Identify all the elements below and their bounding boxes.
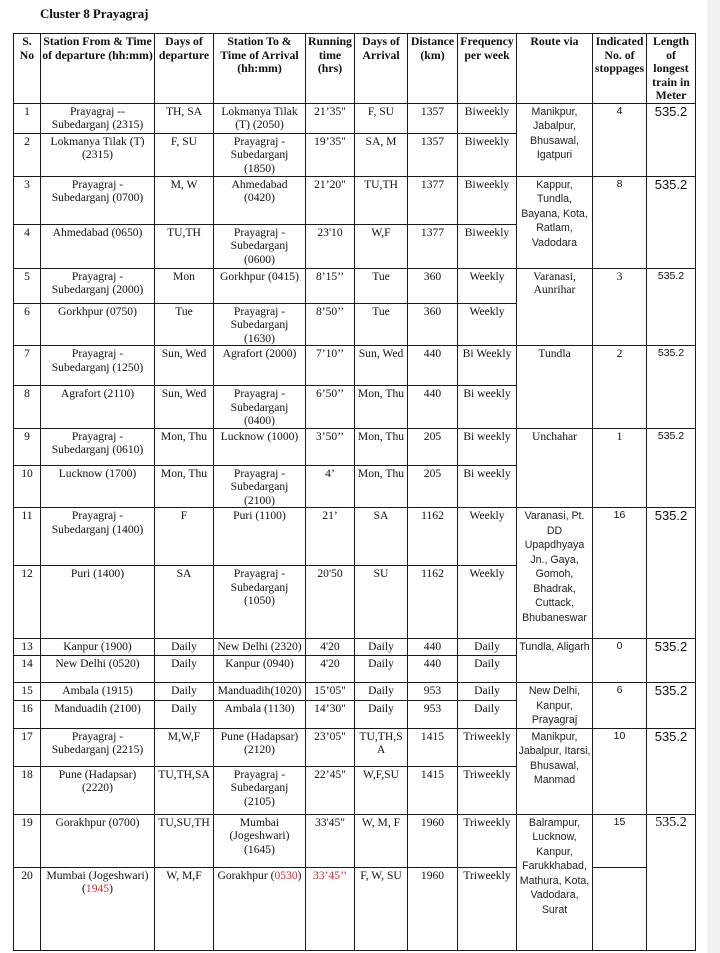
cell-distance: 205 bbox=[408, 465, 458, 508]
cell-departure-days: Daily bbox=[155, 656, 214, 683]
cell-distance: 1377 bbox=[408, 224, 458, 268]
cell-arrival-days: SU bbox=[355, 566, 408, 639]
cell-from: Prayagraj - Subedarganj (0700) bbox=[41, 176, 155, 224]
cell-route: Varanasi, Pt. DD Upapdhyaya Jn., Gaya, Gomoh, Bhadrak, Cuttack, Bhubaneswar bbox=[517, 508, 593, 639]
cell-from: Prayagraj - Subedarganj (0610) bbox=[41, 428, 155, 465]
cell-departure-days: Daily bbox=[155, 683, 214, 701]
cell-running-time-highlighted: 33’45’’ bbox=[306, 867, 355, 950]
cell-frequency: Weekly bbox=[458, 303, 517, 346]
cell-frequency: Weekly bbox=[458, 508, 517, 566]
cell-length: 535.2 bbox=[647, 268, 696, 346]
cell-route: Tundla, Aligarh bbox=[517, 639, 593, 683]
cell-from: Kanpur (1900) bbox=[41, 639, 155, 656]
cell-departure-days: Sun, Wed bbox=[155, 386, 214, 429]
cell-to: Agrafort (2000) bbox=[214, 346, 306, 386]
cell-departure-days: TU,TH,SA bbox=[155, 766, 214, 814]
cell-to: Prayagraj - Subedarganj (1850) bbox=[214, 133, 306, 176]
cell-distance: 440 bbox=[408, 346, 458, 386]
cell-to: Lokmanya Tilak (T) (2050) bbox=[214, 103, 306, 133]
cell-frequency: Biweekly bbox=[458, 176, 517, 224]
cell-distance: 1377 bbox=[408, 176, 458, 224]
cell-from: Mumbai (Jogeshwari) (1945) bbox=[41, 867, 155, 950]
cell-running-time: 6’50’’ bbox=[306, 386, 355, 429]
header-length: Length of longest train in Meter bbox=[647, 34, 696, 104]
cell-from: Ahmedabad (0650) bbox=[41, 224, 155, 268]
table-row bbox=[14, 176, 696, 224]
cell-sno: 10 bbox=[14, 465, 41, 508]
cell-stoppages: 8 bbox=[593, 176, 647, 268]
table-row bbox=[14, 268, 696, 303]
cell-running-time: 4'20 bbox=[306, 639, 355, 656]
side-scroll-strip bbox=[707, 0, 720, 953]
cell-frequency: Bi weekly bbox=[458, 428, 517, 465]
cell-running-time: 4'20 bbox=[306, 656, 355, 683]
cell-from: New Delhi (0520) bbox=[41, 656, 155, 683]
cell-route: Balrampur, Lucknow, Kanpur, Farukkhabad, Mathura, Kota, Vadodara, Surat bbox=[517, 814, 593, 950]
table-row bbox=[14, 867, 696, 950]
cell-from: Manduadih (2100) bbox=[41, 700, 155, 728]
cell-running-time: 21’ bbox=[306, 508, 355, 566]
cell-sno: 13 bbox=[14, 639, 41, 656]
cell-to: Prayagraj - Subedarganj (0400) bbox=[214, 386, 306, 429]
cell-running-time: 33'45" bbox=[306, 814, 355, 867]
cell-departure-days: M,W,F bbox=[155, 728, 214, 766]
cell-running-time: 19’35" bbox=[306, 133, 355, 176]
cell-length: 535.2 bbox=[647, 728, 696, 814]
cell-distance: 440 bbox=[408, 656, 458, 683]
cell-departure-days: Sun, Wed bbox=[155, 346, 214, 386]
cell-stoppages-empty bbox=[593, 867, 647, 950]
cell-sno: 16 bbox=[14, 700, 41, 728]
cell-from: Prayagraj - Subedarganj (2215) bbox=[41, 728, 155, 766]
cell-running-time: 21’35" bbox=[306, 103, 355, 133]
cell-sno: 12 bbox=[14, 566, 41, 639]
cell-stoppages: 16 bbox=[593, 508, 647, 639]
cell-route: Unchahar bbox=[517, 428, 593, 508]
cell-distance: 953 bbox=[408, 683, 458, 701]
cell-from: Lokmanya Tilak (T) (2315) bbox=[41, 133, 155, 176]
cell-route: Tundla bbox=[517, 346, 593, 429]
cell-stoppages: 2 bbox=[593, 346, 647, 429]
cell-sno: 8 bbox=[14, 386, 41, 429]
cell-length: 535.2 bbox=[647, 346, 696, 429]
cell-running-time: 4’ bbox=[306, 465, 355, 508]
arrival-time-highlighted: 0530 bbox=[274, 868, 298, 882]
cell-arrival-days: Mon, Thu bbox=[355, 386, 408, 429]
cell-to: Lucknow (1000) bbox=[214, 428, 306, 465]
cell-frequency: Bi weekly bbox=[458, 386, 517, 429]
cell-stoppages: 4 bbox=[593, 103, 647, 176]
cell-frequency: Bi weekly bbox=[458, 465, 517, 508]
cell-from: Gorakhpur (0700) bbox=[41, 814, 155, 867]
cell-length: 535.2 bbox=[647, 103, 696, 176]
cell-stoppages: 3 bbox=[593, 268, 647, 346]
table-row bbox=[14, 728, 696, 766]
cell-sno: 4 bbox=[14, 224, 41, 268]
cell-running-time: 22’45" bbox=[306, 766, 355, 814]
cell-distance: 953 bbox=[408, 700, 458, 728]
header-from: Station From & Time of departure (hh:mm) bbox=[41, 34, 155, 104]
header-distance: Distance (km) bbox=[408, 34, 458, 104]
cell-from: Prayagraj - Subedarganj (1400) bbox=[41, 508, 155, 566]
cell-arrival-days: Mon, Thu bbox=[355, 465, 408, 508]
cell-route: Kappur, Tundla, Bayana, Kota, Ratlam, Vadodara bbox=[517, 176, 593, 268]
cell-departure-days: F, SU bbox=[155, 133, 214, 176]
departure-time-highlighted: 1945 bbox=[85, 882, 110, 895]
cell-frequency: Triweekly bbox=[458, 814, 517, 867]
cell-stoppages: 0 bbox=[593, 639, 647, 683]
cell-from: Agrafort (2110) bbox=[41, 386, 155, 429]
cell-distance: 1415 bbox=[408, 728, 458, 766]
table-row bbox=[14, 428, 696, 465]
cell-sno: 7 bbox=[14, 346, 41, 386]
cell-departure-days: Tue bbox=[155, 303, 214, 346]
cell-arrival-days: F, SU bbox=[355, 103, 408, 133]
cell-arrival-days: W,F bbox=[355, 224, 408, 268]
cell-arrival-days: SA bbox=[355, 508, 408, 566]
cell-frequency: Biweekly bbox=[458, 133, 517, 176]
cell-running-time: 23'10 bbox=[306, 224, 355, 268]
cell-length: 535.2 bbox=[647, 814, 696, 950]
cell-frequency: Daily bbox=[458, 683, 517, 701]
cell-running-time: 14’30" bbox=[306, 700, 355, 728]
cell-frequency: Daily bbox=[458, 656, 517, 683]
header-days-departure: Days of departure bbox=[155, 34, 214, 104]
cell-distance: 440 bbox=[408, 386, 458, 429]
cell-arrival-days: TU,TH bbox=[355, 176, 408, 224]
cell-to: Prayagraj - Subedarganj (1630) bbox=[214, 303, 306, 346]
cell-running-time: 8’15’’ bbox=[306, 268, 355, 303]
cell-from: Puri (1400) bbox=[41, 566, 155, 639]
cell-distance: 440 bbox=[408, 639, 458, 656]
cell-arrival-days: F, W, SU bbox=[355, 867, 408, 950]
cell-length: 535.2 bbox=[647, 428, 696, 508]
cell-stoppages: 1 bbox=[593, 428, 647, 508]
cell-departure-days: TH, SA bbox=[155, 103, 214, 133]
cell-distance: 1162 bbox=[408, 566, 458, 639]
cell-distance: 360 bbox=[408, 268, 458, 303]
cell-departure-days: Daily bbox=[155, 639, 214, 656]
cell-arrival-days: W,F,SU bbox=[355, 766, 408, 814]
cell-departure-days: TU,SU,TH bbox=[155, 814, 214, 867]
cell-arrival-days: Sun, Wed bbox=[355, 346, 408, 386]
cell-arrival-days: Tue bbox=[355, 303, 408, 346]
cell-frequency: Triweekly bbox=[458, 867, 517, 950]
cell-to: Pune (Hadapsar) (2120) bbox=[214, 728, 306, 766]
header-days-arrival: Days of Arrival bbox=[355, 34, 408, 104]
cell-sno: 6 bbox=[14, 303, 41, 346]
cell-departure-days: W, M,F bbox=[155, 867, 214, 950]
cell-arrival-days: Daily bbox=[355, 700, 408, 728]
header-row bbox=[14, 34, 696, 104]
cell-stoppages: 6 bbox=[593, 683, 647, 729]
cell-route: Manikpur, Jabalpur, Bhusawal, Igatpuri bbox=[517, 103, 593, 176]
cell-sno: 17 bbox=[14, 728, 41, 766]
cell-departure-days: Mon, Thu bbox=[155, 428, 214, 465]
cell-departure-days: SA bbox=[155, 566, 214, 639]
cell-from: Prayagraj - Subedarganj (1250) bbox=[41, 346, 155, 386]
header-to: Station To & Time of Arrival (hh:mm) bbox=[214, 34, 306, 104]
cell-frequency: Daily bbox=[458, 700, 517, 728]
cell-frequency: Bi Weekly bbox=[458, 346, 517, 386]
table-row bbox=[14, 683, 696, 701]
cell-route: New Delhi, Kanpur, Prayagraj bbox=[517, 683, 593, 729]
cell-sno: 2 bbox=[14, 133, 41, 176]
cell-sno: 5 bbox=[14, 268, 41, 303]
cell-length: 535.2 bbox=[647, 508, 696, 639]
header-stoppages: Indicated No. of stoppages bbox=[593, 34, 647, 104]
cell-frequency: Daily bbox=[458, 639, 517, 656]
cell-sno: 9 bbox=[14, 428, 41, 465]
cell-departure-days: TU,TH bbox=[155, 224, 214, 268]
train-schedule-table bbox=[13, 33, 696, 951]
cell-frequency: Weekly bbox=[458, 566, 517, 639]
cell-sno: 20 bbox=[14, 867, 41, 950]
cell-distance: 1162 bbox=[408, 508, 458, 566]
cell-route: Manikpur, Jabalpur, Itarsi, Bhusawal, Manmad bbox=[517, 728, 593, 814]
cell-to: Prayagraj - Subedarganj (1050) bbox=[214, 566, 306, 639]
cell-sno: 1 bbox=[14, 103, 41, 133]
header-frequency: Frequency per week bbox=[458, 34, 517, 104]
from-station: Mumbai (Jogeshwari) bbox=[46, 868, 149, 882]
header-running-time: Running time (hrs) bbox=[306, 34, 355, 104]
cell-from: Ambala (1915) bbox=[41, 683, 155, 701]
cell-to: Gorkhpur (0415) bbox=[214, 268, 306, 303]
page-title: Cluster 8 Prayagraj bbox=[40, 6, 149, 21]
cell-distance: 360 bbox=[408, 303, 458, 346]
cell-running-time: 8’50’’ bbox=[306, 303, 355, 346]
cell-departure-days: F bbox=[155, 508, 214, 566]
table-row bbox=[14, 814, 696, 867]
table-row bbox=[14, 639, 696, 656]
cell-from: Lucknow (1700) bbox=[41, 465, 155, 508]
table-row bbox=[14, 508, 696, 566]
cell-departure-days: Mon bbox=[155, 268, 214, 303]
cell-route: Varanasi, Aunrihar bbox=[517, 268, 593, 346]
cell-sno: 14 bbox=[14, 656, 41, 683]
cell-arrival-days: Daily bbox=[355, 656, 408, 683]
cell-sno: 15 bbox=[14, 683, 41, 701]
header-route: Route via bbox=[517, 34, 593, 104]
cell-distance: 1357 bbox=[408, 133, 458, 176]
cell-arrival-days: W, M, F bbox=[355, 814, 408, 867]
cell-length: 535.2 bbox=[647, 683, 696, 729]
cell-departure-days: Mon, Thu bbox=[155, 465, 214, 508]
cell-departure-days: Daily bbox=[155, 700, 214, 728]
cell-sno: 11 bbox=[14, 508, 41, 566]
cell-to: Manduadih(1020) bbox=[214, 683, 306, 701]
cell-distance: 1960 bbox=[408, 867, 458, 950]
cell-to: Prayagraj - Subedarganj (2100) bbox=[214, 465, 306, 508]
cell-length: 535.2 bbox=[647, 639, 696, 683]
cell-frequency: Triweekly bbox=[458, 728, 517, 766]
cell-arrival-days: TU,TH,S A bbox=[355, 728, 408, 766]
cell-arrival-days: SA, M bbox=[355, 133, 408, 176]
cell-running-time: 15’05" bbox=[306, 683, 355, 701]
cell-from: Gorkhpur (0750) bbox=[41, 303, 155, 346]
cell-to: Mumbai (Jogeshwari) (1645) bbox=[214, 814, 306, 867]
table-row bbox=[14, 103, 696, 133]
cell-arrival-days: Tue bbox=[355, 268, 408, 303]
cell-to: Prayagraj - Subedarganj (0600) bbox=[214, 224, 306, 268]
cell-sno: 18 bbox=[14, 766, 41, 814]
cell-sno: 3 bbox=[14, 176, 41, 224]
cell-to: Puri (1100) bbox=[214, 508, 306, 566]
cell-running-time: 3’50’’ bbox=[306, 428, 355, 465]
cell-to: New Delhi (2320) bbox=[214, 639, 306, 656]
header-sno: S. No bbox=[14, 34, 41, 104]
cell-to: Gorakhpur (0530) bbox=[214, 867, 306, 950]
cell-distance: 1357 bbox=[408, 103, 458, 133]
cell-length: 535.2 bbox=[647, 176, 696, 268]
cell-from: Prayagraj -- Subedarganj (2315) bbox=[41, 103, 155, 133]
cell-frequency: Biweekly bbox=[458, 103, 517, 133]
table-row bbox=[14, 346, 696, 386]
cell-arrival-days: Daily bbox=[355, 683, 408, 701]
cell-sno: 19 bbox=[14, 814, 41, 867]
cell-distance: 1415 bbox=[408, 766, 458, 814]
cell-frequency: Biweekly bbox=[458, 224, 517, 268]
cell-to: Kanpur (0940) bbox=[214, 656, 306, 683]
cell-from: Pune (Hadapsar) (2220) bbox=[41, 766, 155, 814]
cell-running-time: 21’20" bbox=[306, 176, 355, 224]
cell-running-time: 20'50 bbox=[306, 566, 355, 639]
cell-distance: 1960 bbox=[408, 814, 458, 867]
cell-to: Ambala (1130) bbox=[214, 700, 306, 728]
cell-stoppages: 10 bbox=[593, 728, 647, 814]
cell-stoppages: 15 bbox=[593, 814, 647, 867]
cell-departure-days: M, W bbox=[155, 176, 214, 224]
cell-running-time: 23’05" bbox=[306, 728, 355, 766]
cell-from: Prayagraj - Subedarganj (2000) bbox=[41, 268, 155, 303]
to-station: Gorakhpur bbox=[217, 868, 268, 882]
cell-arrival-days: Daily bbox=[355, 639, 408, 656]
cell-frequency: Triweekly bbox=[458, 766, 517, 814]
cell-running-time: 7’10’’ bbox=[306, 346, 355, 386]
cell-distance: 205 bbox=[408, 428, 458, 465]
cell-to: Prayagraj - Subedarganj (2105) bbox=[214, 766, 306, 814]
cell-to: Ahmedabad (0420) bbox=[214, 176, 306, 224]
cell-arrival-days: Mon, Thu bbox=[355, 428, 408, 465]
cell-frequency: Weekly bbox=[458, 268, 517, 303]
